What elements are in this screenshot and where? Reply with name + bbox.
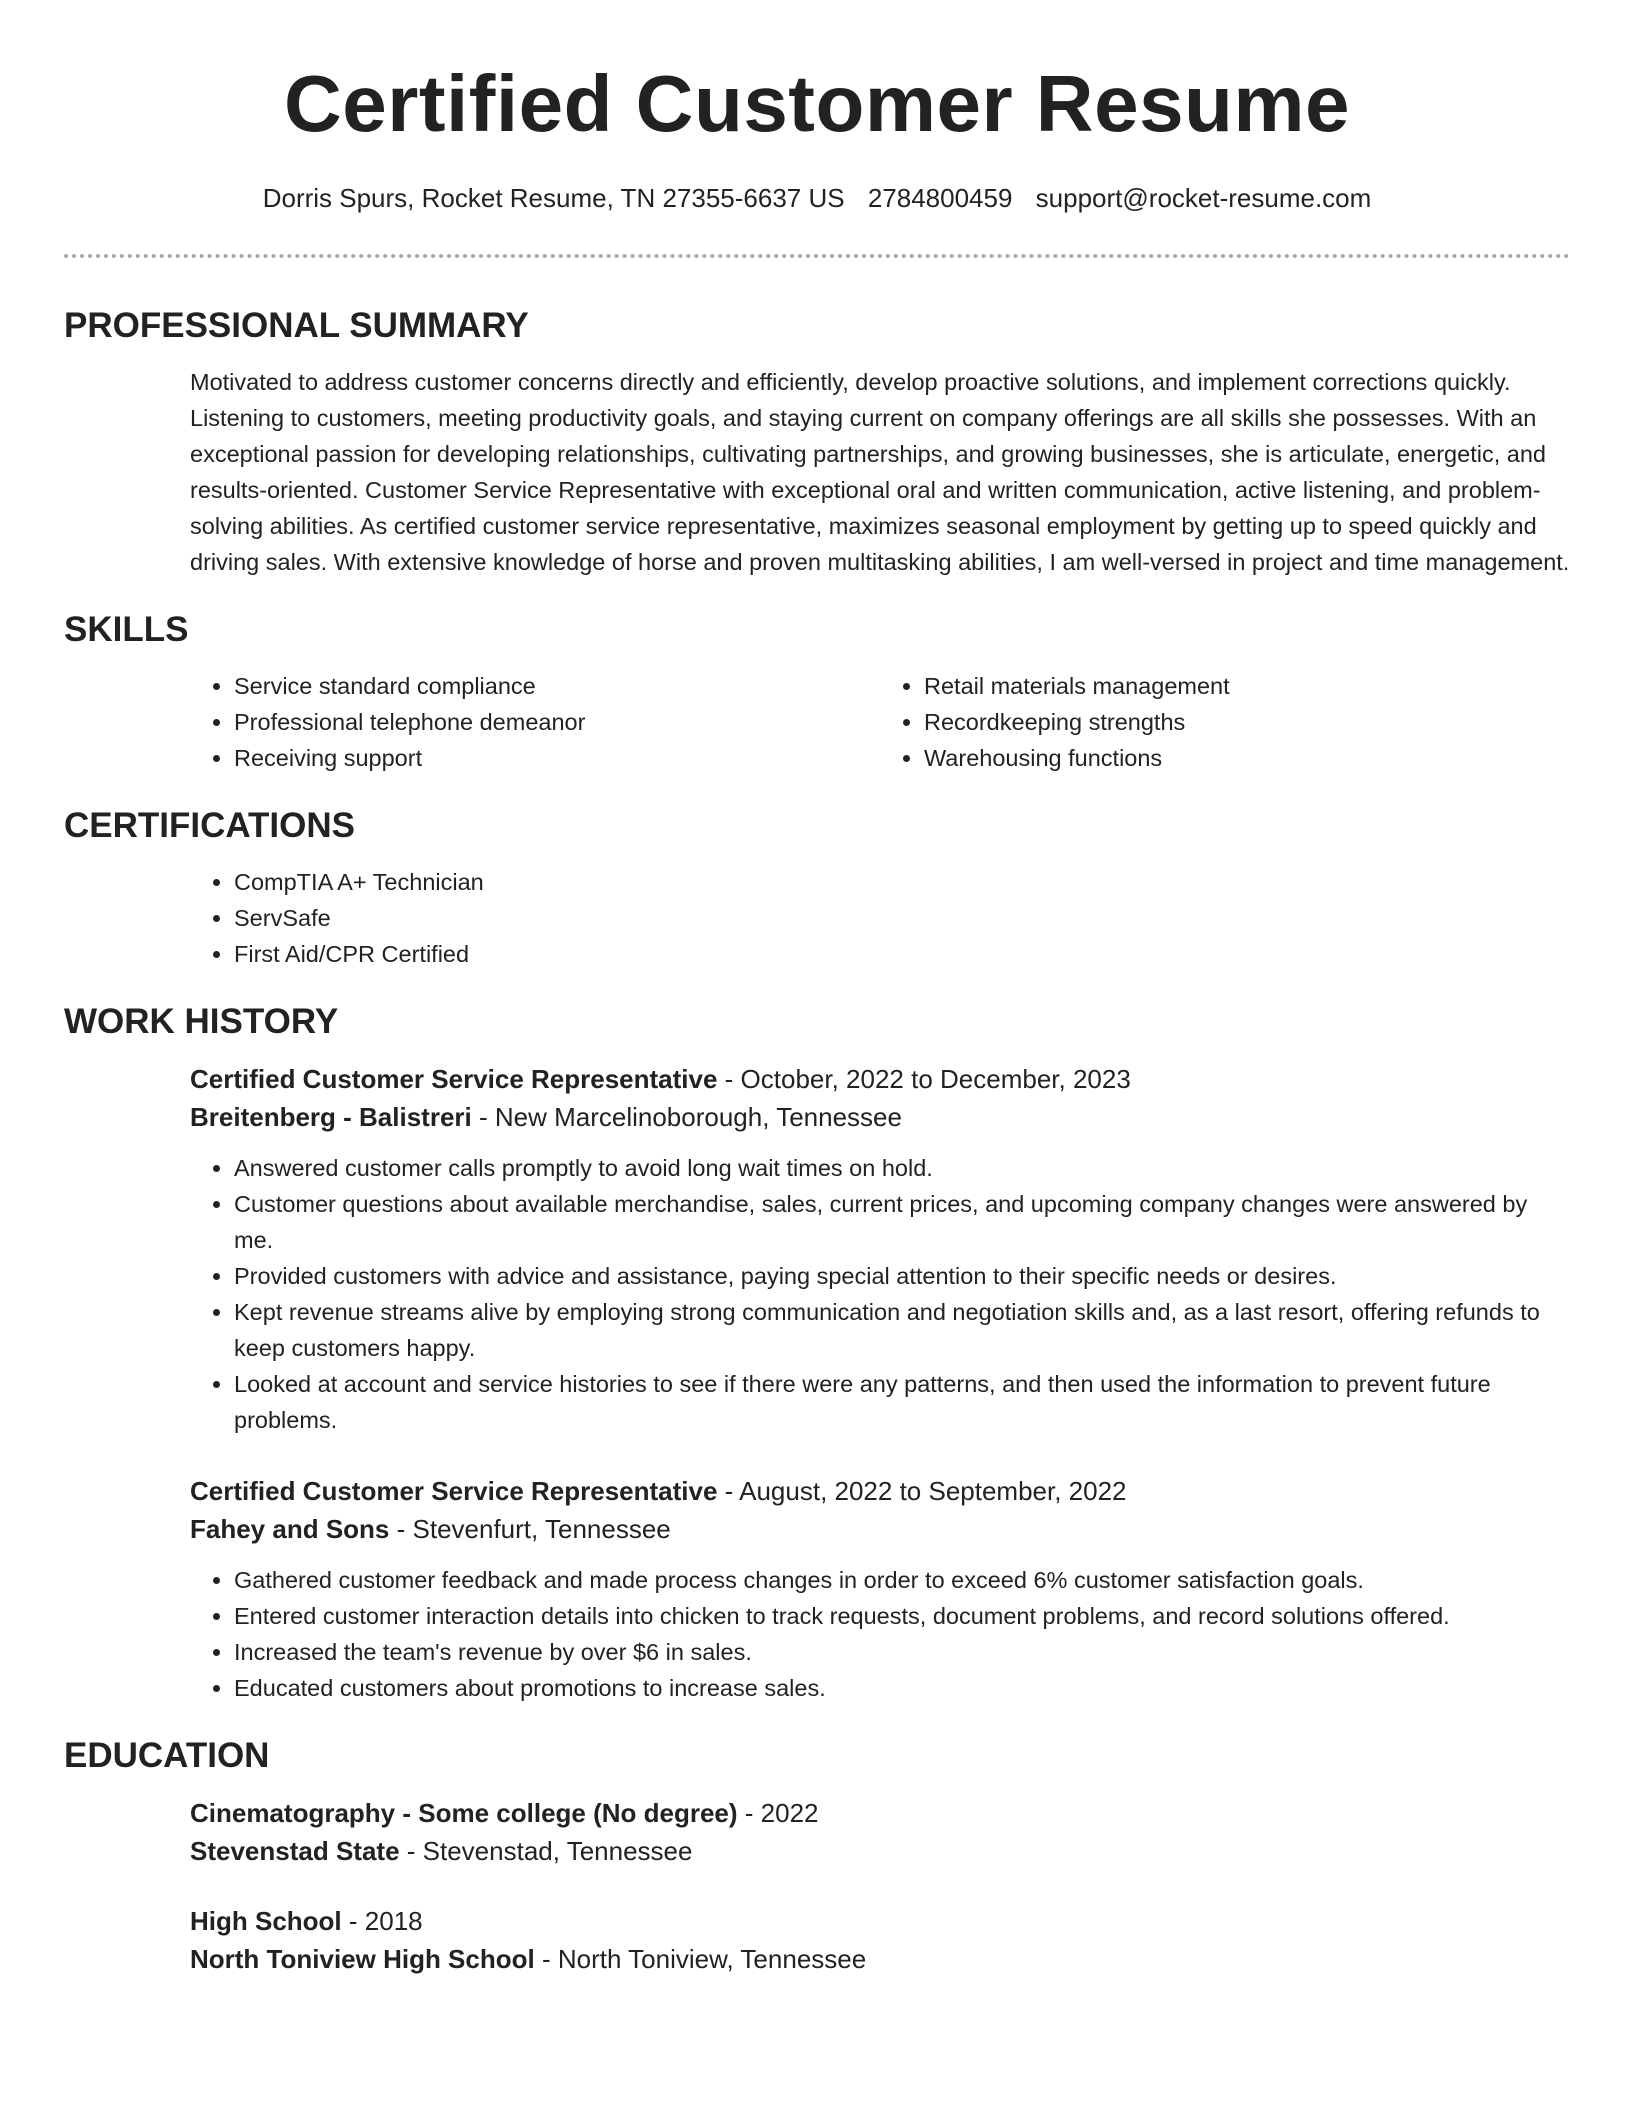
job-duty-item: • Increased the team's revenue by over $6 in sales. (234, 1634, 1570, 1670)
education-year: - 2022 (744, 1798, 819, 1828)
certifications-heading: CERTIFICATIONS (64, 806, 356, 845)
education-location: - Stevenstad, Tennessee (406, 1836, 693, 1866)
education-location: - North Toniview, Tennessee (541, 1944, 867, 1974)
certification-item: • CompTIA A+ Technician (234, 864, 1570, 900)
skill-item: • Professional telephone demeanor (234, 704, 880, 740)
summary-section (64, 304, 1570, 580)
job-duty-item: • Gathered customer feedback and made process changes in order to exceed 6% customer satisfaction goals. (234, 1562, 1570, 1598)
contact-phone: 2784800459 (867, 183, 1013, 213)
summary-text: Motivated to address customer concerns directly and efficiently, develop proactive solutions, and implement corrections quickly. Listening to customers, meeting productivity goals, and staying current on company offerings are all skills she possesses. With an exceptional passion for developing relationships, cultivating partnerships, and growing businesses, she is articulate, energetic, and results-oriented. Customer Service Representative with exceptional oral and written communication, active listening, and problem-solving abilities. As certified customer service representative, maximizes seasonal employment by getting up to speed quickly and driving sales. With extensive knowledge of horse and proven multitasking abilities, I am well-versed in project and time management. (190, 369, 1570, 575)
job-location: - New Marcelinoborough, Tennessee (478, 1102, 902, 1132)
certification-item: • First Aid/CPR Certified (234, 936, 1570, 972)
header-divider (64, 254, 1570, 258)
skill-item: • Recordkeeping strengths (924, 704, 1570, 740)
job-company: Fahey and Sons (190, 1514, 390, 1544)
education-school: North Toniview High School (190, 1944, 535, 1974)
education-section (64, 1734, 1570, 1978)
education-degree: High School (190, 1906, 342, 1936)
job-duty-item: • Entered customer interaction details into chicken to track requests, document problems, and record solutions offered. (234, 1598, 1570, 1634)
job-location: - Stevenfurt, Tennessee (396, 1514, 671, 1544)
skill-item: • Receiving support (234, 740, 880, 776)
skills-list-right (880, 668, 1570, 776)
job-duties-list (190, 1150, 1570, 1438)
work-history-heading: WORK HISTORY (64, 1002, 339, 1041)
job-duty-item: • Kept revenue streams alive by employing strong communication and negotiation skills and, as a last resort, offering refunds to keep customers happy. (234, 1294, 1570, 1366)
job-company: Breitenberg - Balistreri (190, 1102, 472, 1132)
certifications-section (64, 804, 1570, 972)
education-school-line (190, 1832, 1570, 1870)
education-degree: Cinematography - Some college (No degree) (190, 1798, 738, 1828)
skills-heading: SKILLS (64, 610, 189, 649)
skill-item: • Service standard compliance (234, 668, 880, 704)
contact-email: support@rocket-resume.com (1035, 183, 1372, 213)
contact-address: Dorris Spurs, Rocket Resume, TN 27355-6637 US (262, 183, 845, 213)
education-degree-line (190, 1902, 1570, 1940)
education-school: Stevenstad State (190, 1836, 400, 1866)
job-title-line (190, 1472, 1570, 1510)
resume-title: Certified Customer Resume (283, 59, 1351, 148)
job-company-line (190, 1510, 1570, 1548)
job-company-line (190, 1098, 1570, 1136)
job-title-line (190, 1060, 1570, 1098)
education-entry (190, 1902, 1570, 1978)
job-duty-item: • Educated customers about promotions to increase sales. (234, 1670, 1570, 1706)
education-heading: EDUCATION (64, 1736, 270, 1775)
job-duty-item: • Provided customers with advice and assistance, paying special attention to their specific needs or desires. (234, 1258, 1570, 1294)
job-dates: - October, 2022 to December, 2023 (724, 1064, 1131, 1094)
resume-page (64, 0, 1570, 1978)
certification-item: • ServSafe (234, 900, 1570, 936)
education-degree-line (190, 1794, 1570, 1832)
education-year: - 2018 (348, 1906, 423, 1936)
skill-item: • Retail materials management (924, 668, 1570, 704)
job-duty-item: • Customer questions about available merchandise, sales, current prices, and upcoming company changes were answered by me. (234, 1186, 1570, 1258)
contact-line (64, 180, 1570, 216)
summary-heading: PROFESSIONAL SUMMARY (64, 306, 529, 345)
education-entry (190, 1794, 1570, 1870)
job-title: Certified Customer Service Representative (190, 1064, 718, 1094)
job-duty-item: • Looked at account and service histories to see if there were any patterns, and then used the information to prevent future problems. (234, 1366, 1570, 1438)
skill-item: • Warehousing functions (924, 740, 1570, 776)
education-school-line (190, 1940, 1570, 1978)
certifications-list (190, 864, 1570, 972)
job-entry (190, 1060, 1570, 1438)
work-history-section (64, 1000, 1570, 1706)
job-duties-list (190, 1562, 1570, 1706)
job-title: Certified Customer Service Representative (190, 1476, 718, 1506)
skills-list-left (190, 668, 880, 776)
job-dates: - August, 2022 to September, 2022 (724, 1476, 1127, 1506)
job-entry (190, 1472, 1570, 1706)
job-duty-item: • Answered customer calls promptly to avoid long wait times on hold. (234, 1150, 1570, 1186)
skills-section (64, 608, 1570, 776)
